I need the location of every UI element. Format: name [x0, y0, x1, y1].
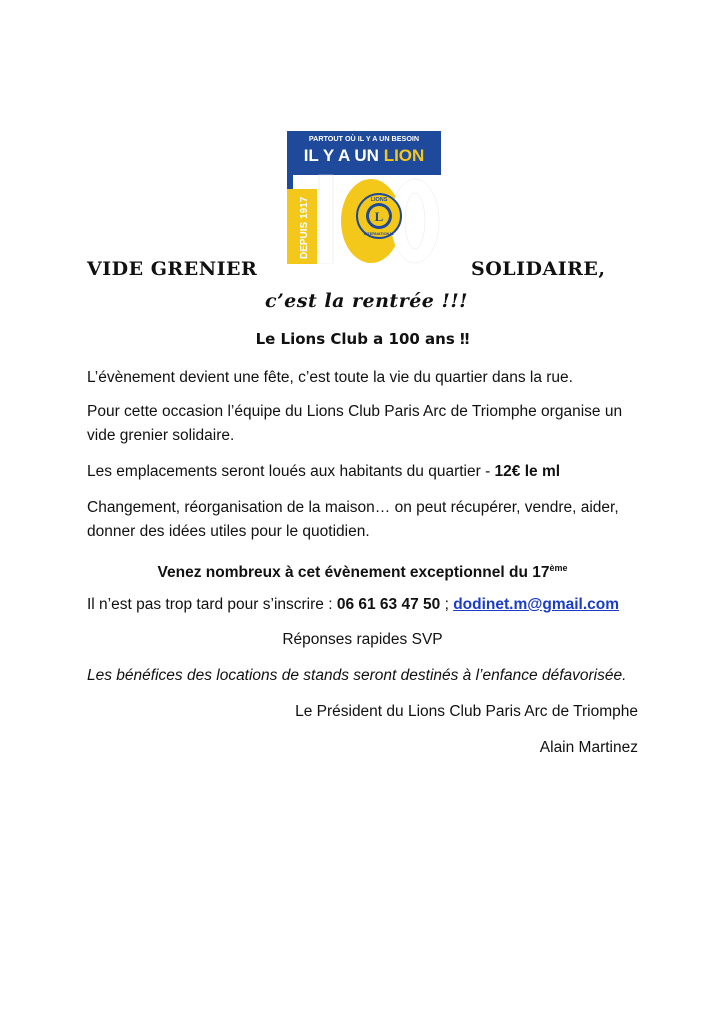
- registration-phone: 06 61 63 47 50: [336, 596, 441, 613]
- paragraph-event: L’évènement devient une fête, c’est toute la vie du quartier dans la rue.: [87, 369, 573, 386]
- paragraph-occasion-line1: Pour cette occasion l’équipe du Lions Club Paris Arc de Triomphe organise un: [87, 403, 623, 420]
- paragraph-occasion: [87, 400, 647, 448]
- signature-name: Alain Martinez: [539, 739, 638, 756]
- signature-title: Le Président du Lions Club Paris Arc de Triomphe: [295, 703, 638, 720]
- logo-since: DEPUIS 1917: [299, 196, 310, 259]
- svg-text:LIONS: LIONS: [370, 197, 388, 203]
- svg-text:L: L: [374, 209, 384, 224]
- invitation-line: [0, 556, 725, 585]
- paragraph-changes-line1: Changement, réorganisation de la maison… on peut récupérer, vendre, aider,: [87, 499, 619, 516]
- logo-slogan: IL Y A UN LION: [303, 146, 425, 165]
- paragraph-changes: [87, 496, 647, 544]
- lions-100-logo: [287, 131, 441, 264]
- invitation-sup: ème: [549, 563, 568, 573]
- paragraph-occasion-line2: vide grenier solidaire.: [87, 427, 235, 444]
- invitation-text: Venez nombreux à cet évènement exceptionnel du 17: [157, 564, 550, 582]
- benefits-note: Les bénéfices des locations de stands seront destinés à l’enfance défavorisée.: [87, 667, 627, 684]
- title-subline: c’est la rentrée !!!: [265, 290, 469, 312]
- pricing-text: Les emplacements seront loués aux habitants du quartier -: [87, 463, 495, 480]
- registration-email-link[interactable]: dodinet.m@gmail.com: [453, 596, 620, 613]
- registration-separator: ;: [440, 596, 454, 613]
- title-left: VIDE GRENIER: [87, 258, 258, 280]
- logo-tagline: PARTOUT OÙ IL Y A UN BESOIN: [308, 134, 420, 143]
- logo-digit-one: [319, 175, 333, 264]
- subtitle: Le Lions Club a 100 ans ‼: [255, 330, 470, 348]
- paragraph-pricing: [87, 460, 647, 484]
- quick-reply-note: Réponses rapides SVP: [282, 631, 443, 648]
- lions-emblem: [357, 194, 401, 238]
- title-right: SOLIDAIRE,: [471, 258, 606, 280]
- registration-line: [87, 593, 647, 617]
- paragraph-changes-line2: donner des idées utiles pour le quotidien.: [87, 523, 370, 540]
- pricing-value: 12€ le ml: [494, 463, 561, 480]
- svg-text:INTERNATIONAL: INTERNATIONAL: [363, 232, 395, 236]
- registration-text: Il n’est pas trop tard pour s’inscrire :: [87, 596, 337, 613]
